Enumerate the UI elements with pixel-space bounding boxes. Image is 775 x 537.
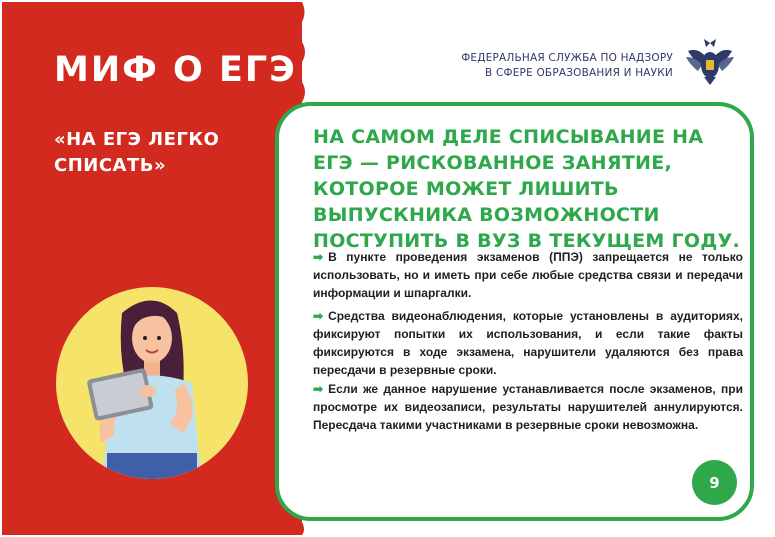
fact-bullet-text: Средства видеонаблюдения, которые установлены в аудиториях, фиксируют попытки их использования, и если такие факты фиксируются в ходе экзамена, нарушители удаляются без права пересдачи в резервные сроки. [313,309,743,377]
agency-name-line2: В СФЕРЕ ОБРАЗОВАНИЯ И НАУКИ [485,67,673,79]
agency-name-line1: ФЕДЕРАЛЬНАЯ СЛУЖБА ПО НАДЗОРУ [461,52,673,64]
fact-bullet [313,248,743,302]
fact-heading: НА САМОМ ДЕЛЕ СПИСЫВАНИЕ НА ЕГЭ — РИСКОВАННОЕ ЗАНЯТИЕ, КОТОРОЕ МОЖЕТ ЛИШИТЬ ВЫПУСКНИКА ВОЗМОЖНОСТИ ПОСТУПИТЬ В ВУЗ В ТЕКУЩЕМ ГОДУ. [313,126,741,252]
myth-quote: «НА ЕГЭ ЛЕГКО СПИСАТЬ» [54,129,220,176]
eagle-emblem-icon [684,37,736,87]
arrow-right-icon: ➡ [313,382,324,396]
fact-bullet [313,380,743,434]
student-illustration [52,283,252,483]
myth-title: МИФ О ЕГЭ [54,50,297,90]
page-number-badge: 9 [692,460,737,505]
fact-bullet-text: В пункте проведения экзаменов (ППЭ) запрещается не только использовать, но и иметь при себе любые средства связи и передачи информации и шпаргалки. [313,250,743,300]
fact-bullet [313,307,743,379]
agency-name [461,51,673,81]
fact-bullet-text: Если же данное нарушение устанавливается после экзаменов, при просмотре их видеозаписи, результаты нарушителей аннулируются. Пересдача такими участниками в резервные сроки невозможна. [313,382,743,432]
arrow-right-icon: ➡ [313,309,324,323]
arrow-right-icon: ➡ [313,250,324,264]
